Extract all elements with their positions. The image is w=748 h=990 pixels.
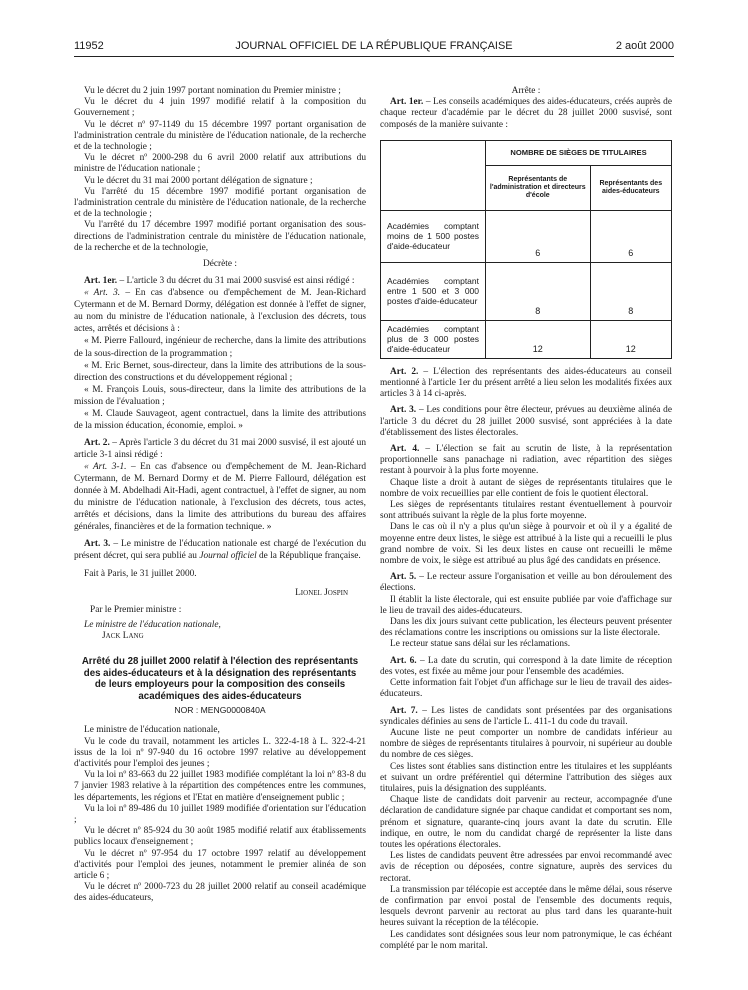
body-paragraph: La transmission par télécopie est acceptée dans le même délai, sous réserve de confirmation par envoi postal de l'ensemble des documents requis, lesquels devront parvenir au rectorat au plus tard dans les quarante-huit heures suivant la réception de la télécopie. xyxy=(380,884,672,929)
article-3: Art. 3. – Le ministre de l'éducation nationale est chargé de l'exécution du présent décret, qui sera publié au Journal officiel de la République française. xyxy=(74,539,367,562)
cell-value: 6 xyxy=(590,210,671,262)
nor-reference: NOR : MENG0000840A xyxy=(174,705,266,716)
article-label: Art. 1er. xyxy=(84,276,118,287)
cell-value: 12 xyxy=(486,320,591,358)
header-rule xyxy=(74,56,674,57)
journal-title: JOURNAL OFFICIEL DE LA RÉPUBLIQUE FRANÇAISE xyxy=(235,40,513,52)
article-paragraph: Art. 2. – L'élection des représentants des aides-éducateurs au conseil mentionné à l'article 1er du présent arrêté a lieu selon les modalités fixées aux articles 3 à 14 ci-après. xyxy=(380,366,673,400)
minister-title: Le ministre de l'éducation nationale, xyxy=(84,619,221,630)
table-header: NOMBRE DE SIÈGES DE TITULAIRES xyxy=(486,140,672,165)
article-label: Art. 4. xyxy=(390,444,420,455)
body-paragraph: Les sièges de représentants titulaires restant éventuellement à pourvoir sont attribués suivant la règle de la plus forte moyenne. xyxy=(380,500,672,522)
article-label: Art. 3. xyxy=(84,539,111,550)
article-1: Art. 1er. – L'article 3 du décret du 31 mai 2000 susvisé est ainsi rédigé : xyxy=(84,276,355,287)
article-2: Art. 2. – Après l'article 3 du décret du 31 mai 2000 susvisé, il est ajouté un article 3-1 ainsi rédigé : xyxy=(74,437,367,460)
article-paragraph: Art. 4. – L'élection se fait au scrutin de liste, à la représentation proportionnelle sans panachage ni radiation, avec répartition des sièges restant à pourvoir à la plus forte moyenne. xyxy=(380,444,673,477)
ministre-line: Le ministre de l'éducation nationale, xyxy=(84,725,220,736)
visa: Vu le décret nº 2000-298 du 6 avril 2000 relatif aux attributions du ministre de l'éducation nationale ; xyxy=(74,153,366,175)
visa: Vu l'arrêté du 17 décembre 1997 modifié portant organisation des sous-directions de l'administration centrale du ministère de l'éducation nationale, de la recherche et de la technologie, xyxy=(74,220,366,253)
visas2-list xyxy=(74,737,366,905)
visa: Vu le décret nº 97-1149 du 15 décembre 1997 portant organisation de l'administration centrale du ministère de l'éducation nationale, de la recherche et de la technologie ; xyxy=(74,119,366,153)
arrete-heading: Arrête : xyxy=(511,86,541,96)
signatory-name: Lionel Jospin xyxy=(295,587,348,598)
body-paragraph: Il établit la liste électorale, qui est ensuite publiée par voie d'affichage sur le lieu de travail des aides-éducateurs. xyxy=(380,594,672,616)
visa: Vu le décret nº 97-954 du 17 octobre 1997 relatif au développement d'activités pour l'emploi des jeunes, notamment le premier alinéa de son article 6 ; xyxy=(74,848,366,882)
row-label: Académies comptant entre 1 500 et 3 000 postes d'aide-éducateur xyxy=(381,262,486,320)
cell-value: 8 xyxy=(486,262,591,320)
article-label: Art. 5. xyxy=(390,572,417,583)
row-label: Académies comptant plus de 3 000 postes d'aide-éducateur xyxy=(381,320,486,358)
page-header xyxy=(74,40,674,56)
seats-table xyxy=(380,140,672,359)
article-paragraph: Art. 6. – La date du scrutin, qui correspond à la date limite de réception des votes, est fixée au même jour pour l'ensemble des académies. xyxy=(380,655,672,677)
delegate-item: « M. Claude Sauvageot, agent contractuel, dans la limite des attributions de la mission éducation, économie, emploi. » xyxy=(74,408,366,431)
cell-value: 8 xyxy=(590,262,671,320)
article-paragraph: Art. 5. – Le recteur assure l'organisation et veille au bon déroulement des élections. xyxy=(380,572,673,594)
column-header: Représentants de l'administration et directeurs d'école xyxy=(486,165,591,210)
delegate-item: « M. François Louis, sous-directeur, dans la limite des attributions de la mission de l'évaluation ; xyxy=(74,384,366,407)
row-label: Académies comptant moins de 1 500 postes d'aide-éducateur xyxy=(381,210,486,262)
body-paragraph: Ces listes sont établies sans distinction entre les titulaires et les suppléants et suivant un ordre préférentiel qui détermine l'attribution des sièges aux titulaires, puis la désignation des suppléants. xyxy=(380,761,672,794)
article-label: « Art. 3-1. xyxy=(84,461,127,472)
visa: Vu le décret nº 85-924 du 30 août 1985 modifié relatif aux établissements publics locaux d'enseignement ; xyxy=(74,826,366,848)
issue-date: 2 août 2000 xyxy=(615,40,674,52)
article-label: Art. 3. xyxy=(390,405,417,416)
fait-line: Fait à Paris, le 31 juillet 2000. xyxy=(84,569,197,580)
visa: Vu la loi nº 83-663 du 22 juillet 1983 modifiée complétant la loi nº 83-8 du 7 janvier 1983 relative à la répartition des compétences entre les communes, les départements, les régions et l'Etat en matière d'enseignement public ; xyxy=(74,770,366,803)
body-paragraph: Cette information fait l'objet d'un affichage sur le lieu de travail des aides-éducateurs. xyxy=(380,678,672,700)
article-paragraph: Art. 7. – Les listes de candidats sont présentées par des organisations syndicales définies au sens de l'article L. 411-1 du code du travail. xyxy=(380,705,672,727)
par-le-line: Par le Premier ministre : xyxy=(90,604,182,615)
page-number: 11952 xyxy=(74,40,104,52)
left-column xyxy=(74,86,366,905)
visa: Vu l'arrêté du 15 décembre 1997 modifié portant organisation de l'administration centrale du ministère de l'éducation nationale, de la recherche et de la technologie ; xyxy=(74,186,366,220)
cell-value: 12 xyxy=(590,320,671,358)
article-label: Art. 2. xyxy=(84,437,110,448)
column-header: Représentants des aides-éducateurs xyxy=(590,165,671,210)
visa: Vu le décret nº 2000-723 du 28 juillet 2000 relatif au conseil académique des aides-éducateurs, xyxy=(74,882,366,904)
cell-value: 6 xyxy=(486,210,591,262)
article-label: Art. 2. xyxy=(390,366,419,377)
decrete-heading: Décrète : xyxy=(203,259,237,270)
visa: Vu le décret du 2 juin 1997 portant nomination du Premier ministre ; xyxy=(84,86,341,96)
body-paragraph: Chaque liste de candidats doit parvenir au recteur, accompagnée d'une déclaration de candidature signée par chaque candidat et comportant ses nom, prénom et signature, quarante-cinq jours avant la date du scrutin. Elle indique, en outre, le nom du candidat chargé de représenter la liste dans toutes les opérations électorales. xyxy=(380,795,672,850)
right-column xyxy=(380,86,672,952)
body-paragraph: Les listes de candidats peuvent être adressées par envoi recommandé avec avis de réception ou déposées, contre signature, auprès des services du rectorat. xyxy=(380,851,672,884)
visa: Vu le décret du 31 mai 2000 portant délégation de signature ; xyxy=(84,175,313,186)
delegate-item: « M. Eric Bernet, sous-directeur, dans la limite des attributions de la sous-direction des constructions et du développement régional ; xyxy=(74,360,366,383)
article-label: « Art. 3. xyxy=(84,288,121,299)
visa: Vu la loi nº 89-486 du 10 juillet 1989 modifiée d'orientation sur l'éducation ; xyxy=(74,803,366,826)
visa: Vu le décret du 4 juin 1997 modifié relatif à la composition du Gouvernement ; xyxy=(74,97,366,119)
visas-list xyxy=(74,86,366,254)
article-label: Art. 7. xyxy=(390,705,418,716)
body-paragraph: Les candidates sont désignées sous leur nom patronymique, le cas échéant complété par le nom marital. xyxy=(380,929,672,951)
table-row xyxy=(381,320,672,358)
table-row xyxy=(381,210,672,262)
table-row xyxy=(381,262,672,320)
body-paragraph: Dans les dix jours suivant cette publication, les électeurs peuvent présenter des réclamations contre les inscriptions ou omissions sur la liste électorale. xyxy=(380,617,672,639)
body-paragraph: Dans le cas où il n'y a plus qu'un siège à pourvoir et où il y a égalité de moyenne entre deux listes, le siège est attribué à la liste qui a recueilli le plus grand nombre de voix. Si les deux listes en cause ont recueilli le même nombre de voix, le siège est attribué au plus âgé des candidats en présence. xyxy=(380,522,672,567)
article-3-1-quote: « Art. 3-1. – En cas d'absence ou d'empêchement de M. Jean-Richard Cytermann, de M. Bernard Dormy et de M. Pierre Fallourd, délégation est donnée à M. Abdelhadi Ait-Hadi, agent contractuel, à l'effet de signer, au nom du ministre de l'éducation nationale, à l'exclusion des décrets, tous actes, arrêtés et décisions, dans la limite des attributions du bureau des affaires générales, financières et de la formation technique. » xyxy=(74,461,366,533)
arrete-title: Arrêté du 28 juillet 2000 relatif à l'élection des représentants des aides-éducateurs et à la désignation des représentants de leurs employeurs pour la composition des conseils académiques des aides-éducateurs xyxy=(81,656,359,702)
articles-list xyxy=(380,367,672,952)
delegate-item: « M. Pierre Fallourd, ingénieur de recherche, dans la limite des attributions de la sous-direction de la programmation ; xyxy=(74,336,366,359)
article-3-quote: « Art. 3. – En cas d'absence ou d'empêchement de M. Jean-Richard Cytermann et de M. Bernard Dormy, délégation est donnée à l'effet de signer, au nom du ministre de l'éducation nationale, à l'exclusion des décrets, tous actes, arrêtés et décisions à : xyxy=(74,288,366,335)
body-paragraph: Chaque liste a droit à autant de sièges de représentants titulaires que le nombre de voix recueillies par elle contient de fois le quotient électoral. xyxy=(380,477,672,499)
body-paragraph: Le recteur statue sans délai sur les réclamations. xyxy=(390,639,571,650)
visa: Vu le code du travail, notamment les articles L. 322-4-18 à L. 322-4-21 issus de la loi nº 97-940 du 16 octobre 1997 relative au développement d'activités pour l'emploi des jeunes ; xyxy=(74,736,366,770)
article-1: Art. 1er. – Les conseils académiques des aides-éducateurs, créés auprès de chaque recteur d'académie par le décret du 28 juillet 2000 susvisé, sont composés de la manière suivante : xyxy=(380,97,672,130)
article-paragraph: Art. 3. – Les conditions pour être électeur, prévues au deuxième alinéa de l'article 3 du décret du 28 juillet 2000 susvisé, sont appréciées à la date d'établissement des listes électorales. xyxy=(380,405,672,438)
article-label: Art. 6. xyxy=(390,655,417,666)
minister-name: Jack Lang xyxy=(102,631,144,642)
body-paragraph: Aucune liste ne peut comporter un nombre de candidats inférieur au nombre de sièges de représentants titulaires à pourvoir, ni supérieur au double du nombre de ces sièges. xyxy=(380,727,672,761)
article-label: Art. 1er. xyxy=(390,97,424,108)
table-corner-cell xyxy=(381,140,486,210)
